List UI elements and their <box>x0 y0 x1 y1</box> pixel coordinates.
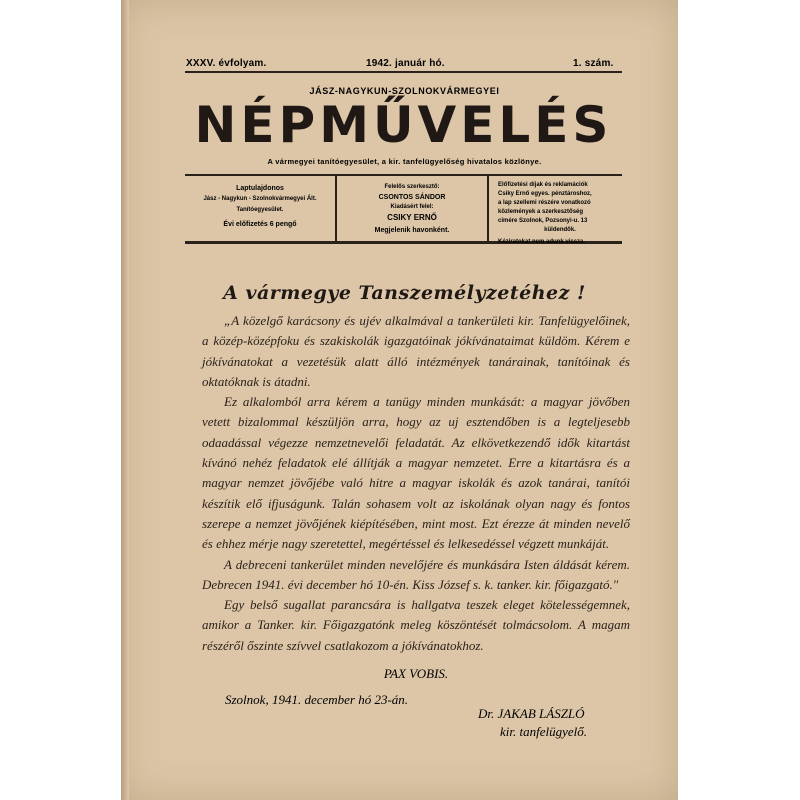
subscription-price: Évi előfizetés 6 pengő <box>223 221 297 228</box>
masthead-top-rule <box>185 71 622 73</box>
article-headline: A vármegye Tanszemélyzetéhez ! <box>223 282 586 304</box>
publication-title: NÉPMŰVELÉS <box>194 96 613 154</box>
tagline: A vármegyei tanítóegyesület, a kir. tanfelügyelőség hivatalos közlönye. <box>267 157 542 166</box>
info-box-divider-right <box>487 176 489 241</box>
signer-title: kir. tanfelügyelő. <box>500 724 588 739</box>
paragraph-4: Egy belső sugallat parancsára is hallgatva teszek eleget kötelességemnek, amikor a Tanker. kir. Főigazgatónk meleg köszöntését tolmácsolom. A magam részéről őszinte szívvel csatlakozom a jókívánatokhoz. <box>202 597 630 653</box>
paragraph-1: „A közelgő karácsony és ujév alkalmával a tankerületi kir. Tanfelügyelőinek, a közép-középfoku és szakiskolák igazgatóinak jókívánataimat küldöm. Kérem e jókívánatokat a vezetésük alatt álló intézmények tanárainak, tanítóinak és oktatóknak is átadni. <box>202 313 630 389</box>
signer-name: Dr. JAKAB LÁSZLÓ <box>478 706 585 721</box>
publisher-label: Kiadásért felel: <box>390 204 434 210</box>
info-right <box>498 181 622 247</box>
place-and-date: Szolnok, 1941. december hó 23-án. <box>225 692 409 707</box>
page-spine-shadow <box>121 0 129 800</box>
paragraph-2: Ez alkalomból arra kérem a tanügy minden munkását: a magyar jövőben vetett bizalommal készüljön arra, hogy az uj esztendőben is a legteljesebb odaadással végezze nemzetnevelői feladatát. Az elkövetkezendő idők kitartást kívánó nehéz feladatok elé állítják a magyar nemzetet. Erre a kitartásra és a magyar nemzet jövőjébe való hitre a magyar iskolák és azok tanárai, tanítói készítik elő ifjuságunk. Talán sohasem volt az iskolának olyan nagy és fontos szerepe a nemzet jövőjének kiépítésében, mint most. Ezt érezze át minden nevelő és ehhez mérje nagy szeretettel, megértéssel és lelkesedéssel végzett munkáját. <box>202 394 630 552</box>
info-right-line-1: Előfizetési díjak és reklamációk <box>498 182 588 188</box>
volume-label: XXXV. évfolyam. <box>186 58 267 69</box>
owner-name-1: Jász - Nagykun - Szolnokvármegyei Ált. <box>203 196 317 202</box>
info-box-divider-left <box>335 176 337 241</box>
frequency: Megjelenik havonként. <box>374 227 450 234</box>
publisher-name: CSIKY ERNŐ <box>387 213 437 222</box>
info-right-line-4: közlemények a szerkesztőség <box>498 209 584 215</box>
issue-date: 1942. január hó. <box>366 58 445 69</box>
editor-name: CSONTOS SÁNDOR <box>378 194 446 201</box>
info-center <box>338 183 486 236</box>
info-right-line-2: Csiky Ernő egyes. pénztároshoz, <box>498 191 592 197</box>
county-line: JÁSZ-NAGYKUN-SZOLNOKVÁRMEGYEI <box>309 86 500 96</box>
owner-name-2: Tanítóegyesület. <box>236 207 284 213</box>
info-right-line-7: Kéziratokat nem adunk vissza. <box>498 239 586 245</box>
paragraph-3: A debreceni tankerület minden nevelőjére és munkására Isten áldását kérem. Debrecen 1941. évi december hó 10-én. Kiss József s. k. tanker. kir. főigazgató." <box>202 556 630 592</box>
info-box-top-rule <box>185 174 622 176</box>
info-right-line-3: a lap szellemi részére vonatkozó <box>498 200 591 206</box>
info-right-line-6: küldendők. <box>544 227 576 233</box>
editor-label: Felelős szerkesztő: <box>384 184 440 190</box>
article-body <box>202 311 630 656</box>
closing-salutation: PAX VOBIS. <box>383 666 449 681</box>
issue-number: 1. szám. <box>573 58 614 69</box>
info-left <box>186 183 334 230</box>
owner-label: Laptulajdonos <box>236 185 284 192</box>
info-right-line-5: címére Szolnok, Pozsonyi-u. 13 <box>498 218 588 224</box>
